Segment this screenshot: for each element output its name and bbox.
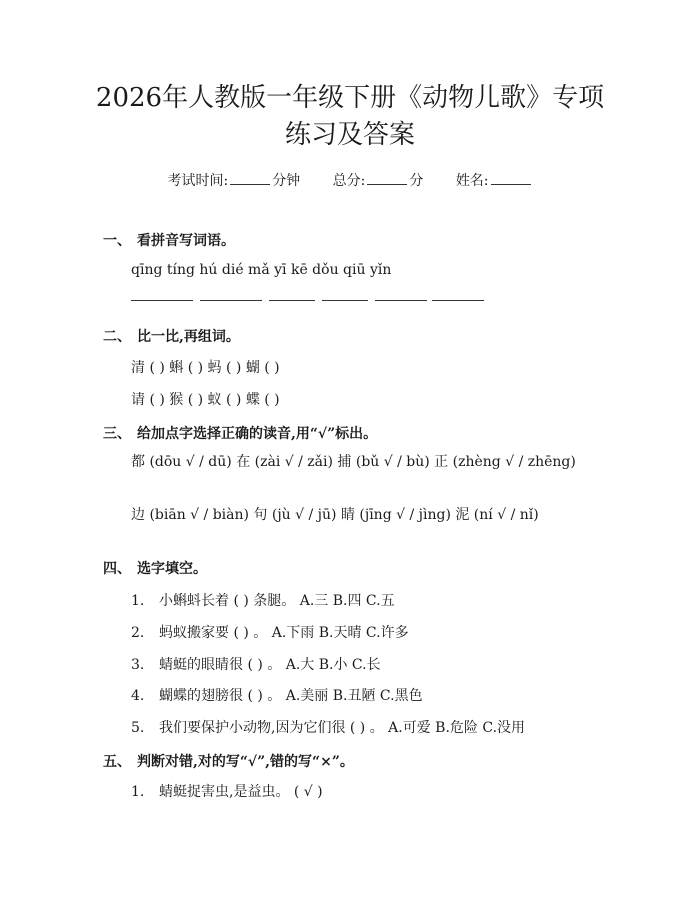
time-blank[interactable] <box>230 171 270 185</box>
answer-line[interactable] <box>200 300 262 302</box>
page-title <box>40 80 660 154</box>
answer-line[interactable] <box>269 300 315 302</box>
pinyin-line: qīng tíng hú dié mǎ yī kē dǒu qiū yǐn <box>131 262 392 278</box>
compare-row-2: 请 ( ) 猴 ( ) 蚁 ( ) 蝶 ( ) <box>131 392 280 408</box>
exam-time: 考试时间: 分钟 <box>167 173 301 189</box>
answer-line[interactable] <box>375 300 427 302</box>
title-line-1: 2026年人教版一年级下册《动物儿歌》专项 <box>95 83 605 113</box>
total-score: 总分: 分 <box>332 173 424 189</box>
reading-row-2: 边 (biān √ / biàn) 句 (jù √ / jū) 睛 (jīng √ / jìng) 泥 (ní √ / nǐ) <box>131 507 539 523</box>
compare-row-1: 清 ( ) 蝌 ( ) 蚂 ( ) 蝴 ( ) <box>131 360 280 376</box>
section-4-heading: 四、 选字填空。 <box>103 561 207 577</box>
section-3-heading: 三、 给加点字选择正确的读音,用“√”标出。 <box>103 426 378 442</box>
answer-line[interactable] <box>322 300 368 302</box>
section-5-heading: 五、 判断对错,对的写“√”,错的写“×”。 <box>103 754 354 770</box>
student-name: 姓名: <box>456 170 533 190</box>
choice-item: 2. 蚂蚁搬家要 ( ) 。 A.下雨 B.天晴 C.许多 <box>131 625 409 641</box>
choice-item: 4. 蝴蝶的翅膀很 ( ) 。 A.美丽 B.丑陋 C.黑色 <box>131 688 423 704</box>
judge-item: 1. 蜻蜓捉害虫,是益虫。 ( √ ) <box>131 784 323 800</box>
exam-info <box>0 170 700 190</box>
answer-line[interactable] <box>432 300 484 302</box>
section-1-heading: 一、 看拼音写词语。 <box>103 233 235 249</box>
choice-item: 1. 小蝌蚪长着 ( ) 条腿。 A.三 B.四 C.五 <box>131 593 395 609</box>
section-2-heading: 二、 比一比,再组词。 <box>103 329 240 345</box>
title-line-2: 练习及答案 <box>284 120 415 150</box>
choice-item: 5. 我们要保护小动物,因为它们很 ( ) 。 A.可爱 B.危险 C.没用 <box>131 720 526 736</box>
answer-line[interactable] <box>131 300 193 302</box>
choice-item: 3. 蜻蜓的眼睛很 ( ) 。 A.大 B.小 C.长 <box>131 657 381 673</box>
reading-row-1: 都 (dōu √ / dū) 在 (zài √ / zǎi) 捕 (bǔ √ / bù) 正 (zhèng √ / zhēng) <box>131 454 576 470</box>
name-blank[interactable] <box>491 171 531 185</box>
score-blank[interactable] <box>367 171 407 185</box>
